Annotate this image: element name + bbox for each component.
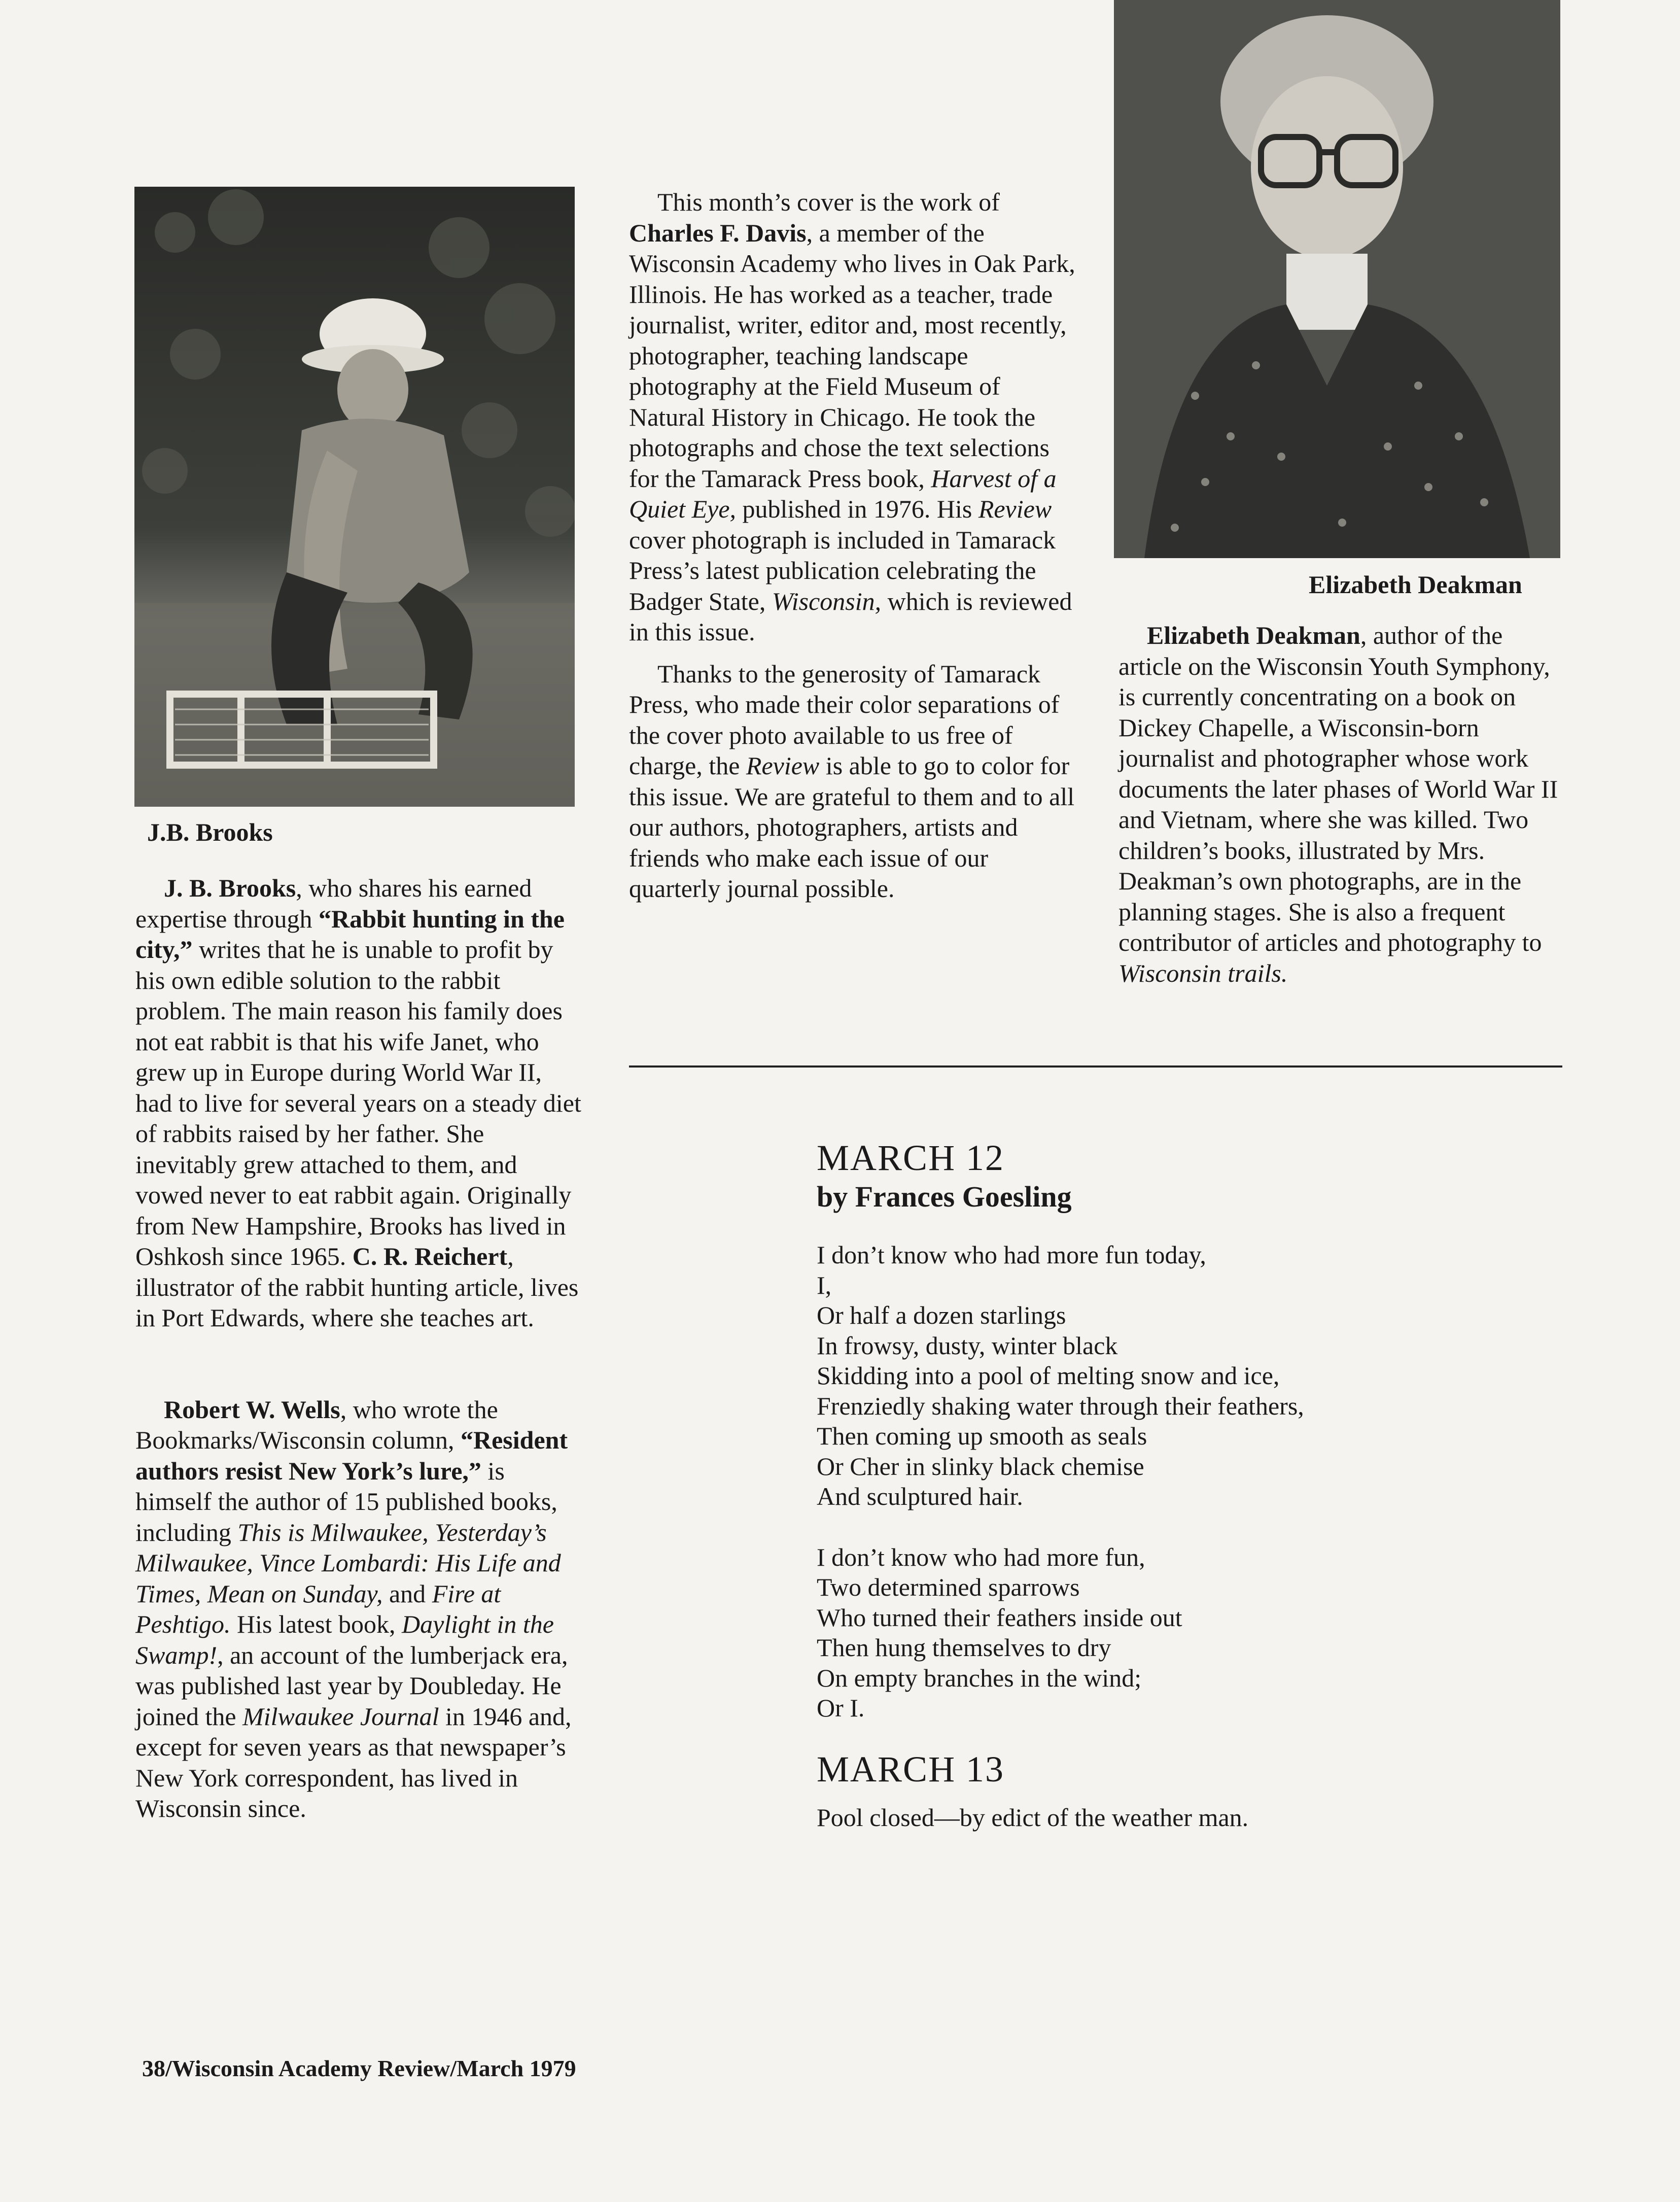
brooks-caption: J.B. Brooks [147,818,273,846]
stanza-2-line: Two determined sparrows [817,1573,1080,1601]
stanza-1-line: Or Cher in slinky black chemise [817,1452,1144,1481]
thanks-note-text-2: is able to go to color for this issue. We are grateful to them and to all our authors, photographers, artists and friends who make each issue of our quarterly journal possible. [629,751,1075,903]
wells-newspaper: Milwaukee Journal [242,1702,439,1731]
cover-note-text-4: cover photograph is included in Tamarack Press’s latest publication celebrating the Badger State, [629,525,1056,615]
wells-bio-text-1: , who wrote the Bookmarks/Wisconsin column, [135,1395,498,1454]
stanza-2-line: Or I. [817,1694,865,1722]
stanza-2-line: Then hung themselves to dry [817,1633,1111,1662]
stanza-1-line: Or half a dozen starlings [817,1301,1066,1329]
cover-note-text-1: This month’s cover is the work of [657,188,1000,216]
stanza-1-line: In frowsy, dusty, winter black [817,1331,1118,1360]
illustrator-name: C. R. Reichert [352,1242,508,1270]
wells-books: This is Milwaukee, Yesterday’s Milwaukee, Vince Lombardi: His Life and Times, Mean on Sunday, [135,1518,561,1608]
cover-note-text-5: which is reviewed in this issue. [629,587,1072,646]
brooks-bio-text-1: , who shares his earned expertise through [135,874,532,933]
stanza-1-line: Then coming up smooth as seals [817,1422,1147,1450]
cover-note-text-2: , a member of the Wisconsin Academy who lives in Oak Park, Illinois. He has worked as a teacher, trade journalist, writer, editor and, most recently, photographer, teaching landscape photography at the Field Museum of Natural History in Chicago. He took the photographs and chose the text selections for the Tamarack Press book, [629,218,1075,493]
brooks-bio-text-2: writes that he is unable to profit by his own edible solution to the rabbit problem. The main reason his family does not eat rabbit is that his wife Janet, who grew up in Europe during World War II, had to live for several years on a steady diet of rabbits raised by her father. She inevitably grew attached to them, and vowed never to eat rabbit again. Originally from New Hampshire, Brooks has lived in Oshkosh since 1965. [135,935,581,1270]
poem-title: MARCH 12 [817,1138,1005,1178]
page-footer: 38/Wisconsin Academy Review/March 1979 [142,2055,576,2081]
thanks-note [629,659,1075,904]
brooks-bio-text-3: , illustrator of the rabbit hunting article, lives in Port Edwards, where she teaches art. [135,1242,579,1332]
brooks-photo [134,187,575,807]
deakman-bio-text-1: , author of the article on the Wisconsin Youth Symphony, is currently concentrating on a book on Dickey Chapelle, a Wisconsin-born journalist and photographer whose work documents the later phases of World War II and Vietnam, where she was killed. Two children’s books, illustrated by Mrs. Deakman’s own photographs, are in the planning stages. She is also a frequent contributor of articles and photography to [1118,621,1558,956]
brooks-photo-image [134,187,575,807]
stanza-1-line: I don’t know who had more fun today, [817,1241,1206,1269]
stanza-2-line: On empty branches in the wind; [817,1663,1142,1692]
deakman-photo-image [1114,0,1560,558]
stanza-1-line: I, [817,1270,832,1299]
deakman-bio [1118,620,1565,988]
stanza-1-line: Frenziedly shaking water through their feathers, [817,1391,1304,1420]
section-divider [629,1065,1562,1068]
stanza-2-line: Who turned their feathers inside out [817,1603,1182,1632]
middle-column [629,187,1075,904]
cover-note-text-3: published in 1976. His [736,495,978,523]
poem-title-2: MARCH 13 [817,1748,1005,1790]
brooks-name: J. B. Brooks [164,874,296,902]
stanza-1-line: Skidding into a pool of melting snow and ice, [817,1361,1280,1390]
wells-name: Robert W. Wells [164,1395,340,1424]
wells-bio-text-4: His latest book, [230,1610,402,1638]
wells-bio-text-6: in 1946 and, except for seven years as that newspaper’s New York correspondent, has lived in Wisconsin since. [135,1702,572,1822]
cover-note-review: Review [978,495,1052,523]
wells-bio-text-2: is himself the author of 15 published books, including [135,1456,557,1546]
cover-note [629,187,1075,647]
poem-stanza-2 [817,1542,1552,1724]
brooks-article-title: “Rabbit hunting in the city,” [135,904,565,964]
deakman-caption: Elizabeth Deakman [1309,570,1522,599]
wells-article-title: “Resident authors resist New York’s lure,” [135,1426,568,1485]
poem-line-march13: Pool closed—by edict of the weather man. [817,1803,1249,1832]
cover-note-book: Harvest of a Quiet Eye, [629,464,1057,523]
cover-artist-name: Charles F. Davis [629,218,807,247]
left-column [135,873,582,1824]
wells-bio [135,1394,582,1824]
stanza-1-line: And sculptured hair. [817,1482,1023,1510]
deakman-magazine: Wisconsin trails. [1118,958,1288,987]
deakman-name: Elizabeth Deakman [1147,621,1360,649]
poem-byline: by Frances Goesling [817,1180,1072,1213]
poem-block [817,1137,1552,1833]
brooks-bio [135,873,582,1333]
deakman-photo [1114,0,1560,558]
wells-latest-book: Daylight in the Swamp! [135,1610,554,1669]
wells-book-last: Fire at Peshtigo. [135,1579,501,1638]
right-column [1118,620,1565,988]
wells-bio-text-5: , an account of the lumberjack era, was published last year by Doubleday. He joined the [135,1640,568,1731]
thanks-note-text-1: Thanks to the generosity of Tamarack Press, who made their color separations of the cover photo available to us free of charge, the [629,659,1060,780]
stanza-2-line: I don’t know who had more fun, [817,1542,1145,1571]
cover-note-wisconsin: Wisconsin, [772,587,882,615]
poem-stanza-1 [817,1240,1552,1512]
wells-bio-text-3: and [382,1579,432,1608]
thanks-note-review: Review [746,751,820,780]
